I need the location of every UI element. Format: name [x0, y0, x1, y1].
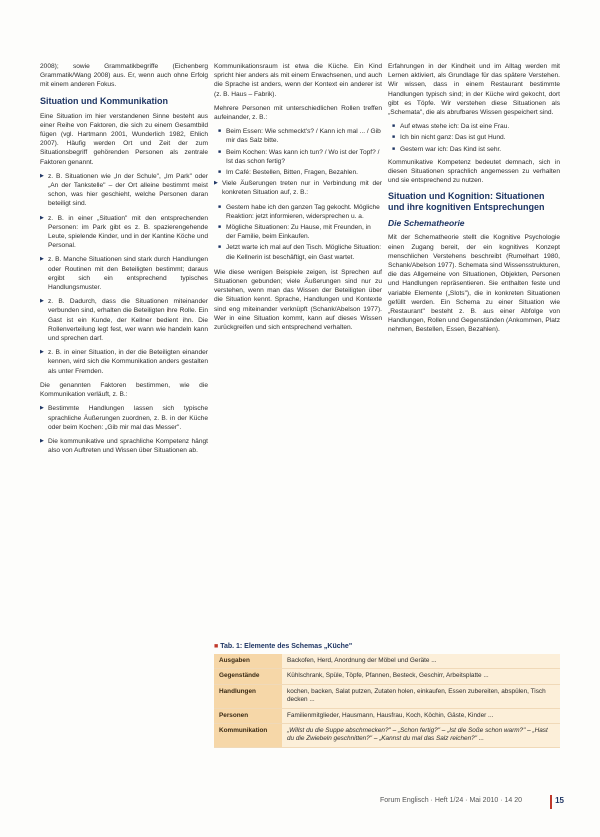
table-value: Kühlschrank, Spüle, Töpfe, Pfannen, Besteck, Geschirr, Arbeitsplatte ... — [282, 669, 560, 684]
table-row — [214, 669, 560, 684]
column-right — [388, 62, 560, 340]
bullet-rollen: ▶ z. B. Dadurch, dass die Situationen miteinander verbunden sind, erhalten die Beteiligten ihre Rolle. Ein Gast ist ein Kunde, der Kellner bedient ihn. Die Rollenverteilung legt fest, wer wann wie handeln kann und sprechen darf. — [40, 297, 208, 343]
page-number: 15 — [555, 796, 564, 805]
footer-text: Forum Englisch · Heft 1/24 · Mai 2010 · 14 20 — [379, 797, 522, 804]
bullet-kompetenz: ▶ Die kommunikative und sprachliche Kompetenz hängt also von Auftreten und Wissen über Situationen ab. — [40, 437, 208, 455]
paragraph-rollen: Mehrere Personen mit unterschiedlichen Rollen treffen aufeinander, z. B.: — [214, 104, 382, 122]
heading-situation-kommunikation: Situation und Kommunikation — [40, 95, 168, 106]
paragraph-kommunikationsraum: Kommunikationsraum ist etwa die Küche. Ein Kind spricht hier anders als mit einem Erwachsenen, und auch die Sprache ist anders, wenn der Kontext ein anderer ist (z. B. Haus – Fabrik). — [214, 63, 382, 98]
table-key: Kommunikation — [214, 724, 282, 748]
bullet-handlungen: ▶ z. B. Manche Situationen sind stark durch Handlungen oder Routinen mit den Beteiligten bestimmt; daraus ergibt sich ein entsprechend typisches Handlungsmuster. — [40, 255, 208, 292]
table-row — [214, 684, 560, 708]
sub-bullet-gekocht: ■ Gestern habe ich den ganzen Tag gekocht. Mögliche Reaktion: jetzt informieren, widersprechen u. a. — [218, 203, 382, 221]
paragraph-schematheorie: Mit der Schematheorie stellt die Kognitive Psychologie einen Zugang bereit, der ein kognitives Konzept menschlichen Verstehens beschreibt (Rumelhart 1980, Schank/Abelson 1977). Schemata sind Wissensstrukturen, die das Allgemeine von Situationen, Objekten, Personen und Handlungen repräsentieren. Sie enthalten feste und variable Elemente („Slots"), die in konkreten Situationen gefüllt werden. Ein Schema zu einer Situation wie „Restaurant" besteht z. B. aus einer Abfolge von Handlungen, Rollen und Gegenständen (Ankommen, Platz nehmen, Bestellen, Essen, Bezahlen). — [388, 234, 560, 334]
column-left — [40, 62, 208, 460]
paragraph-situation: Eine Situation im hier verstandenen Sinne besteht aus einer Reihe von Faktoren, die sich zu einem Gesamtbild fügen (vgl. Hartmann 2001, Wunderlich 1982, Ehlich 2007). Häufig werden Ort und Zeit der zum Situationsbegriff gehörenden Personen als zentrale Faktoren genannt. — [40, 112, 208, 166]
sub-bullet-warten: ■ Jetzt warte ich mal auf den Tisch. Mögliche Situation: die Kellnerin ist beschäftigt, ein Gast wartet. — [218, 243, 382, 261]
paragraph-beispiele: Wie diese wenigen Beispiele zeigen, ist Sprechen auf Situationen gebunden; viele Äußerungen sind nur zu verstehen, wenn man das Wissen der Beteiligten über die Situation kennt. Sprache, Handlungen und Kontexte sind eng miteinander verknüpft (Schank/Abelson 1977). Wer in eine Situation kommt, kann auf dieses Wissen zurückgreifen und sich entsprechend verhalten. — [214, 268, 382, 332]
table-caption — [214, 643, 352, 650]
table-value: „Willst du die Suppe abschmecken?" – „Schon fertig?" – „Ist die Soße schon warm?" – „Hast du die Zwiebeln geschnitten?" – „Kannst du mal das Salz reichen?" ... — [282, 724, 560, 748]
footer-divider — [550, 795, 552, 809]
sub-bullet-kochen: ■ Beim Kochen: Was kann ich tun? / Wo ist der Topf? / Ist das schon fertig? — [218, 148, 382, 166]
table-key: Ausgaben — [214, 654, 282, 669]
paragraph-kommunikative-kompetenz: Kommunikative Kompetenz bedeutet demnach, sich in diesen Situationen sprachlich angemessen zu verhalten und sie entsprechend zu nutzen. — [388, 158, 560, 185]
sub-bullet-cafe: ■ Im Café: Bestellen, Bitten, Fragen, Bezahlen. — [218, 168, 382, 177]
caption-marker-icon: ■ — [214, 643, 221, 650]
table-row — [214, 654, 560, 669]
page-footer — [0, 793, 600, 813]
schema-table — [214, 654, 560, 748]
paragraph-intro: 2008); sowie Grammatikbegriffe (Eichenberg Grammatik/Wang 2008) aus. Er, wenn auch ohne Erfolg mit einem anderen Fokus. — [40, 63, 208, 89]
sub-bullet-hund: ■ Ich bin nicht ganz: Das ist gut Hund. — [392, 133, 560, 142]
bullet-konkrete-situation: ▶ Viele Äußerungen treten nur in Verbindung mit der konkreten Situation auf, z. B.: — [214, 179, 382, 197]
subheading-schematheorie: Die Schematheorie — [388, 218, 465, 229]
paragraph-erfahrungen: Erfahrungen in der Kindheit und im Alltag werden mit Lernen aktiviert, als Grundlage für das spätere Verstehen. Wir wissen, dass in einem Restaurant bestimmte Handlungen typisch sind; in der Küche wird gekocht, dort gibt es Töpfe. Wir verstehen diese Situationen als „Schemata", die als abrufbares Wissen gespeichert sind. — [388, 63, 560, 117]
sub-bullet-essen: ■ Beim Essen: Wie schmeckt's? / Kann ich mal ... / Gib mir das Salz bitte. — [218, 127, 382, 145]
table-value: kochen, backen, Salat putzen, Zutaten holen, einkaufen, Essen zubereiten, abspülen, Tisch decken ... — [282, 684, 560, 708]
table-key: Handlungen — [214, 684, 282, 708]
table-row — [214, 724, 560, 748]
table-key: Gegenstände — [214, 669, 282, 684]
paragraph-faktoren: Die genannten Faktoren bestimmen, wie die Kommunikation verläuft, z. B.: — [40, 381, 208, 399]
bullet-ort: ▶ z. B. Situationen wie „In der Schule", „Im Park" oder „An der Tankstelle" – der Ort alleine bestimmt meist schon, was hier geschieht, welche Personen daran beteiligt sind. — [40, 172, 208, 209]
sub-bullet-moegliche-situationen: ■ Mögliche Situationen: Zu Hause, mit Freunden, in der Familie, beim Einkaufen. — [218, 223, 382, 241]
bullet-aeusserungen: ▶ Bestimmte Handlungen lassen sich typische sprachliche Äußerungen zuordnen, z. B. in der Küche oder beim Kochen: „Gib mir mal das Messer". — [40, 404, 208, 432]
bullet-personen: ▶ z. B. in einer „Situation" mit den entsprechenden Personen: im Park gibt es z. B. spazierengehende Leute, spielende Kinder, und in der Kantine Köche und Personal. — [40, 214, 208, 251]
heading-situation-kognition: Situation und Kognition: Situationen und ihre kognitiven Entsprechungen — [388, 191, 545, 213]
table-caption-text: Tab. 1: Elemente des Schemas „Küche" — [220, 643, 353, 650]
sub-bullet-frau: ■ Auf etwas stehe ich: Da ist eine Frau. — [392, 122, 560, 131]
column-middle — [214, 62, 382, 337]
table-value: Familienmitglieder, Hausmann, Hausfrau, Koch, Köchin, Gäste, Kinder ... — [282, 708, 560, 723]
sub-bullet-kind: ■ Gestern war ich: Das Kind ist sehr. — [392, 145, 560, 154]
table-row — [214, 708, 560, 723]
table-value: Backofen, Herd, Anordnung der Möbel und Geräte ... — [282, 654, 560, 669]
bullet-beziehung: ▶ z. B. in einer Situation, in der die Beteiligten einander kennen, wird sich die Kommunikation anders gestalten als unter Fremden. — [40, 348, 208, 376]
table-key: Personen — [214, 708, 282, 723]
